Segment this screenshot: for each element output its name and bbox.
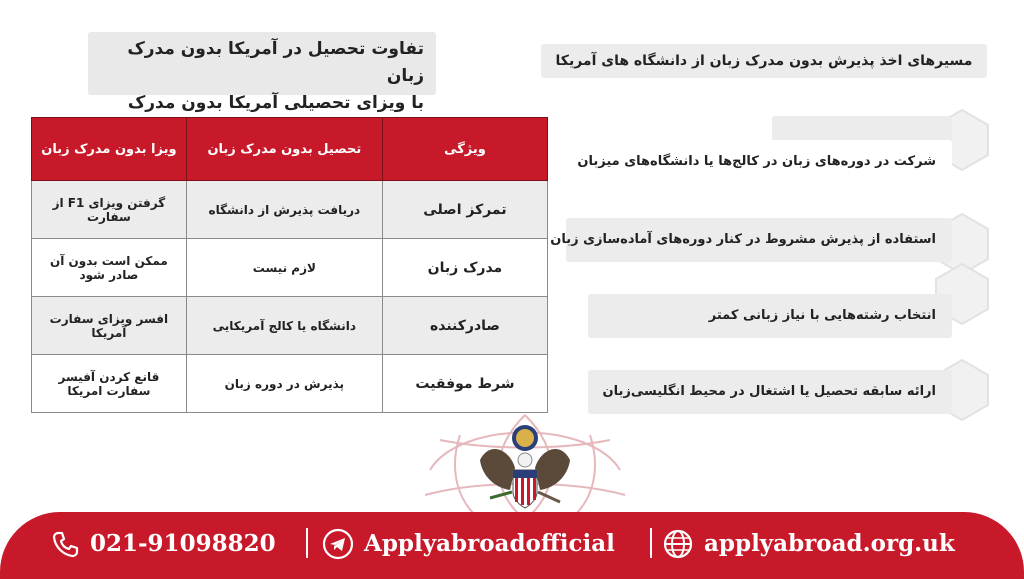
cell-study: پذیرش در دوره زبان	[186, 355, 382, 413]
footer-divider	[650, 528, 652, 558]
table-row	[32, 297, 548, 355]
cell-study: لازم نیست	[186, 239, 382, 297]
cell-visa: قانع کردن آفیسر سفارت امریکا	[32, 355, 187, 413]
comparison-title	[88, 32, 436, 113]
header-visa: ویزا بدون مدرک زبان	[32, 118, 187, 181]
footer-divider	[306, 528, 308, 558]
route-item-1: شرکت در دوره‌های زبان در کالج‌ها یا دانشگاه‌های میزبان	[566, 140, 952, 184]
routes-title: مسیرهای اخذ پذیرش بدون مدرک زبان از دانشگاه های آمریکا	[541, 44, 987, 78]
comparison-title-line1: تفاوت تحصیل در آمریکا بدون مدرک زبان	[127, 39, 424, 86]
comparison-table	[31, 117, 548, 413]
table-header-row	[32, 118, 548, 181]
route-item-2: استفاده از پذیرش مشروط در کنار دوره‌های آماده‌سازی زبان	[566, 218, 952, 262]
table-row	[32, 355, 548, 413]
phone-number: 021-91098820	[90, 530, 276, 557]
route-item-4: ارائه سابقه تحصیل یا اشتغال در محیط انگلیسی‌زبان	[588, 370, 952, 414]
globe-icon	[662, 528, 694, 560]
cell-visa: ممکن است بدون آن صادر شود	[32, 239, 187, 297]
cell-feature: صادرکننده	[382, 297, 547, 355]
telegram-handle: Applyabroadofficial	[364, 530, 615, 557]
website-link[interactable]	[662, 522, 955, 566]
header-feature: ویژگی	[382, 118, 547, 181]
phone-contact[interactable]	[50, 522, 276, 566]
phone-icon	[50, 529, 80, 559]
telegram-contact[interactable]	[322, 522, 615, 566]
cell-visa: گرفتن ویزای F1 از سفارت	[32, 181, 187, 239]
table-row	[32, 181, 548, 239]
cell-study: دانشگاه یا کالج آمریکایی	[186, 297, 382, 355]
header-study: تحصیل بدون مدرک زبان	[186, 118, 382, 181]
cell-feature: شرط موفقیت	[382, 355, 547, 413]
us-seal-emblem	[420, 410, 630, 522]
route-item-3: انتخاب رشته‌هایی با نیاز زبانی کمتر	[588, 294, 952, 338]
cell-study: دریافت پذیرش از دانشگاه	[186, 181, 382, 239]
cell-feature: مدرک زبان	[382, 239, 547, 297]
table-row	[32, 239, 548, 297]
telegram-icon	[322, 528, 354, 560]
website-url: applyabroad.org.uk	[704, 530, 955, 557]
cell-feature: تمرکز اصلی	[382, 181, 547, 239]
comparison-title-line2: با ویزای تحصیلی آمریکا بدون مدرک	[127, 93, 424, 113]
cell-visa: افسر ویزای سفارت آمریکا	[32, 297, 187, 355]
